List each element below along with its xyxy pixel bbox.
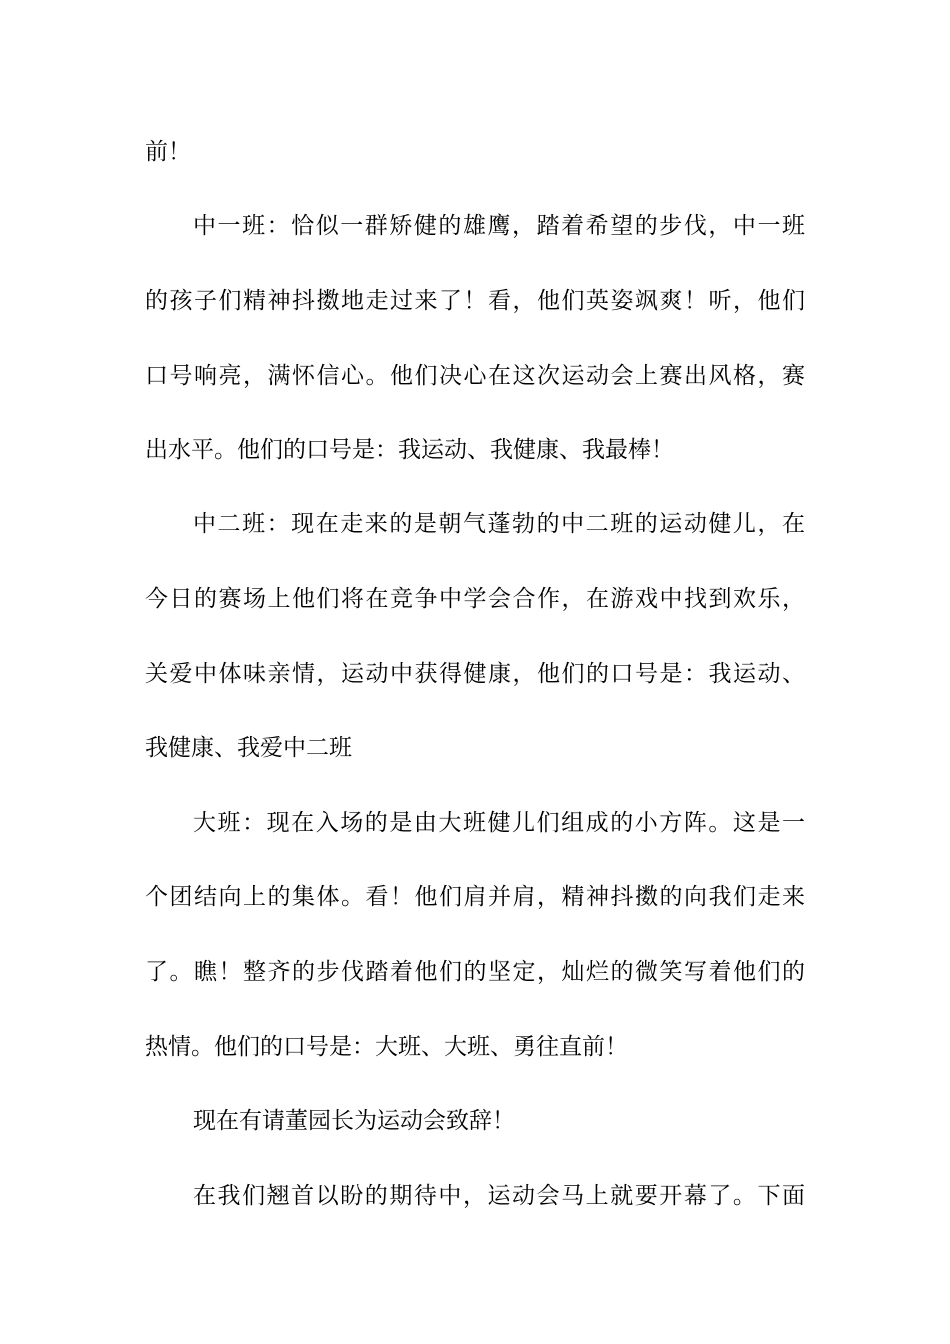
text-line-12: 了。瞧！整齐的步伐踏着他们的坚定，灿烂的微笑写着他们的 (145, 959, 805, 985)
text-line-14: 现在有请董园长为运动会致辞！ (193, 1108, 515, 1134)
text-line-1: 前！ (145, 139, 191, 165)
text-line-5: 出水平。他们的口号是：我运动、我健康、我最棒！ (145, 437, 674, 463)
text-line-10: 大班：现在入场的是由大班健儿们组成的小方阵。这是一 (193, 810, 805, 836)
text-line-9: 我健康、我爱中二班 (145, 735, 352, 761)
text-line-15: 在我们翘首以盼的期待中，运动会马上就要开幕了。下面 (193, 1183, 805, 1209)
text-line-7: 今日的赛场上他们将在竞争中学会合作，在游戏中找到欢乐， (145, 586, 805, 612)
text-line-4: 口号响亮，满怀信心。他们决心在这次运动会上赛出风格，赛 (145, 363, 805, 389)
text-line-13: 热情。他们的口号是：大班、大班、勇往直前！ (145, 1034, 628, 1060)
text-line-11: 个团结向上的集体。看！他们肩并肩，精神抖擞的向我们走来 (145, 884, 805, 910)
text-line-6: 中二班：现在走来的是朝气蓬勃的中二班的运动健儿，在 (193, 511, 805, 537)
text-line-2: 中一班：恰似一群矫健的雄鹰，踏着希望的步伐，中一班 (193, 213, 805, 239)
text-line-8: 关爱中体味亲情，运动中获得健康，他们的口号是：我运动、 (145, 661, 805, 687)
text-line-3: 的孩子们精神抖擞地走过来了！看，他们英姿飒爽！听，他们 (145, 288, 805, 314)
